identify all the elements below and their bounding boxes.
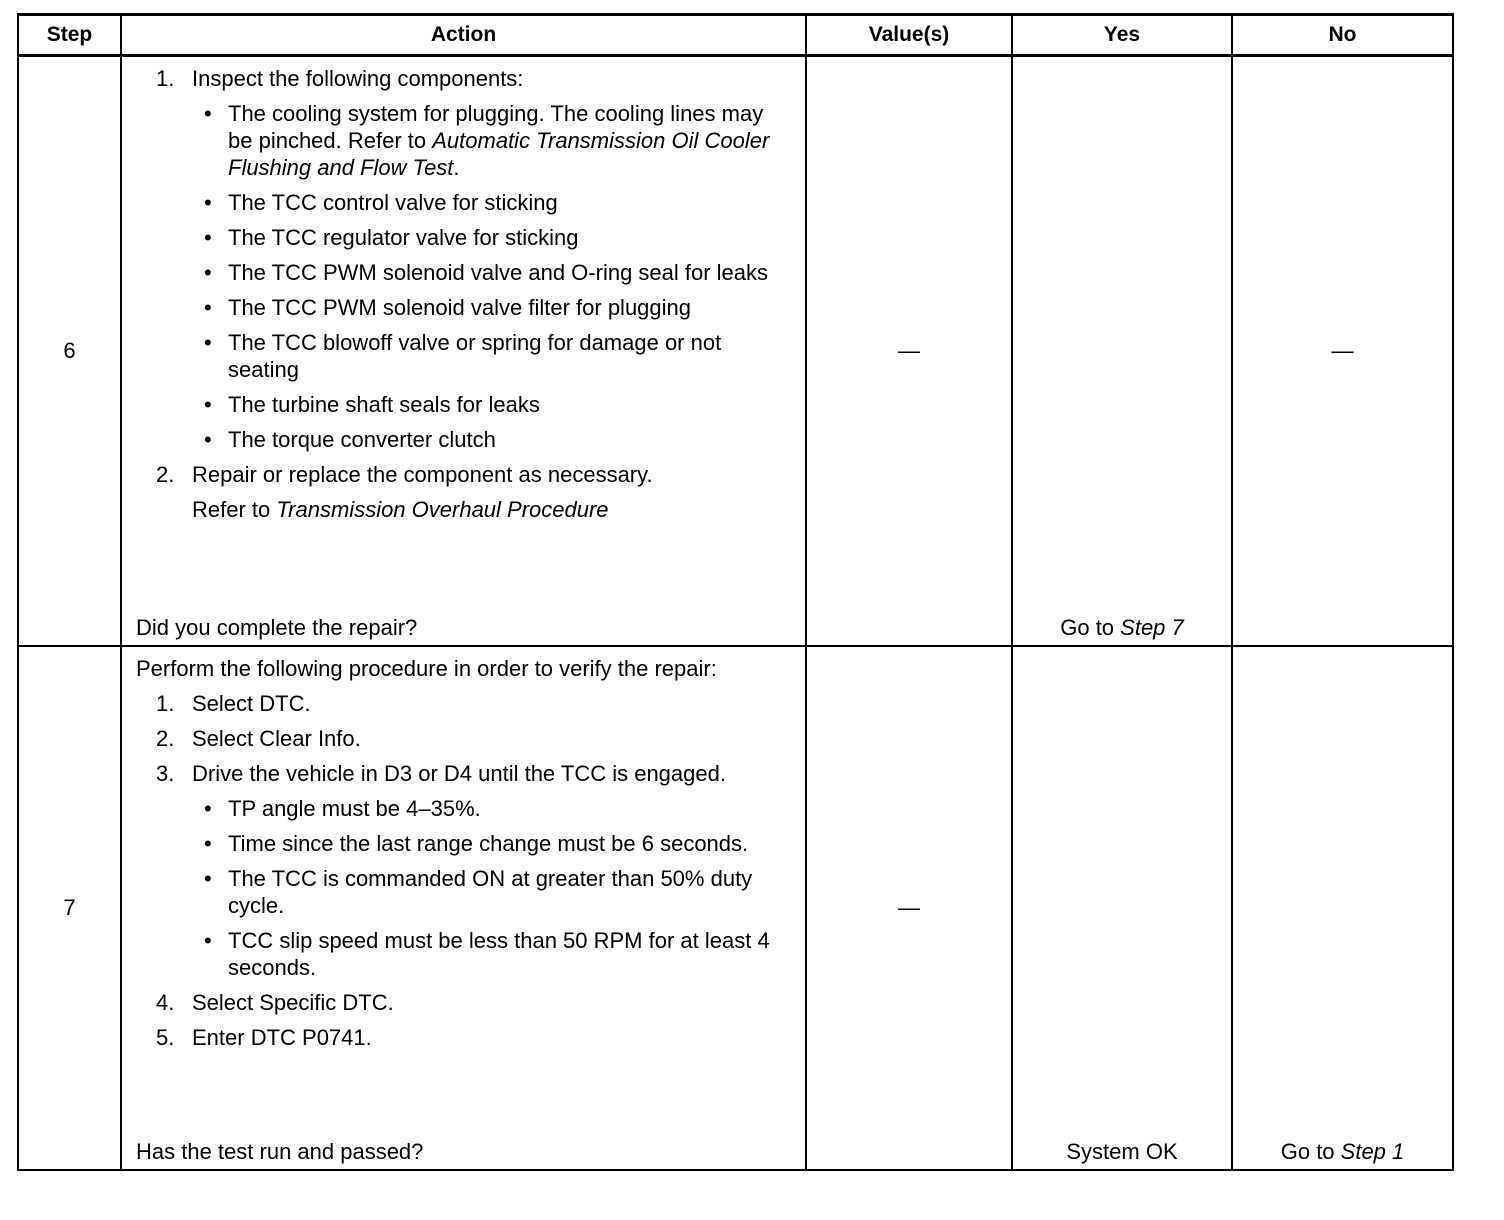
list-item: • The TCC blowoff valve or spring for damage or not seating [204,330,722,382]
list-item: 2. Repair or replace the component as necessary. [156,462,653,487]
bullet-text: The TCC blowoff valve or spring for damage or not seating [228,330,722,382]
bullet-text: Time since the last range change must be 6 seconds. [228,831,749,856]
action-cell [121,646,806,1170]
item-text: Inspect the following components: [192,66,524,91]
action-cell [121,56,806,647]
header-no: No [1232,15,1453,56]
diagnostic-table [17,13,1454,1171]
no-cell [1232,646,1453,1170]
bullet-text: TP angle must be 4–35%. [228,796,481,821]
list-item: • The TCC PWM solenoid valve and O-ring seal for leaks [204,260,769,285]
item-text: Repair or replace the component as necessary. [192,462,653,487]
list-item: 5. Enter DTC P0741. [156,1025,372,1050]
intro-text: Perform the following procedure in order to verify the repair: [136,656,717,681]
step-link: Step 7 [1120,615,1184,640]
bullet-text: The TCC regulator valve for sticking [228,225,579,250]
reference-link: Automatic Transmission Oil Cooler Flushing and Flow Test [228,128,770,180]
list-item: 3. Drive the vehicle in D3 or D4 until the TCC is engaged. • TP angle must be 4–35%. • Time since the last range change must be 6 seconds. • The TCC is commanded ON at greater than 50% duty cycle. • TCC slip speed must be less than 50 RPM for at least 4 seconds. [136,760,791,981]
list-item: • TP angle must be 4–35%. [204,796,481,821]
item-text: Select Specific DTC. [192,990,394,1015]
list-item: • The TCC PWM solenoid valve filter for plugging [204,295,692,320]
value-cell: — [806,646,1012,1170]
list-item: 1. Select DTC. [156,691,311,716]
list-item: • The TCC regulator valve for sticking [204,225,579,250]
bullet-list [192,100,791,453]
yes-prefix: Go to [1060,615,1121,640]
value-cell: — [806,56,1012,647]
list-item: • The TCC control valve for sticking [204,190,558,215]
bullet-text: The TCC control valve for sticking [228,190,558,215]
no-prefix: Go to [1280,1139,1341,1164]
list-item: • TCC slip speed must be less than 50 RPM for at least 4 seconds. [204,928,770,980]
bullet-text: TCC slip speed must be less than 50 RPM for at least 4 seconds. [228,928,770,980]
step-number: 6 [18,56,121,647]
header-action: Action [121,15,806,56]
bullet-text: The TCC PWM solenoid valve and O-ring seal for leaks [228,260,769,285]
table-row-step-7 [18,646,1453,1170]
list-item: • The cooling system for plugging. The cooling lines may be pinched. Refer to Automatic Transmission Oil Cooler Flushing and Flow Test. [204,101,770,180]
list-item: • The torque converter clutch [204,427,496,452]
header-yes: Yes [1012,15,1232,56]
bullet-text: The TCC PWM solenoid valve filter for plugging [228,295,692,320]
question-text: Did you complete the repair? [136,615,418,640]
header-values: Value(s) [806,15,1012,56]
reference-link: Transmission Overhaul Procedure [276,497,609,522]
item-text: Select Clear Info. [192,726,361,751]
no-cell: — [1232,56,1453,647]
refer-prefix: Refer to [192,497,277,522]
bullet-text: The torque converter clutch [228,427,496,452]
list-item: • Time since the last range change must be 6 seconds. [204,831,749,856]
list-item: 1. Inspect the following components: • The cooling system for plugging. The cooling lines may be pinched. Refer to Automatic Transmission Oil Cooler Flushing and Flow Test. • The TCC control valve for sticking • The TCC regulator valve for sticking • The TCC PWM solenoid valve and O-ring seal for leaks • The TCC PWM solenoid valve filter for plugging • The TCC blowoff valve or spring for damage or not seating • The turbine shaft seals for leaks • The torque converter clutch [136,65,791,453]
item-text: Select DTC. [192,691,311,716]
list-item: 4. Select Specific DTC. [156,990,394,1015]
bullet-text: The cooling system for plugging. The cooling lines may be pinched. Refer to [228,101,764,153]
step-number: 7 [18,646,121,1170]
list-item: 2. Select Clear Info. [156,726,361,751]
action-steps [136,65,791,488]
step-link: Step 1 [1340,1139,1405,1164]
bullet-text: The turbine shaft seals for leaks [228,392,540,417]
table-row-step-6 [18,56,1453,647]
refer-line [136,496,791,523]
yes-cell [1012,56,1232,647]
item-text: Drive the vehicle in D3 or D4 until the TCC is engaged. [192,761,726,786]
bullet-text: The TCC is commanded ON at greater than 50% duty cycle. [228,866,753,918]
bullet-text-end: . [453,155,460,180]
bullet-list [192,795,791,981]
list-item: • The turbine shaft seals for leaks [204,392,540,417]
list-item: • The TCC is commanded ON at greater than 50% duty cycle. [204,866,753,918]
item-text: Enter DTC P0741. [192,1025,372,1050]
action-steps [136,690,791,1051]
header-step: Step [18,15,121,56]
header-row [18,15,1453,56]
yes-cell: System OK [1012,646,1232,1170]
question-text: Has the test run and passed? [136,1139,424,1164]
